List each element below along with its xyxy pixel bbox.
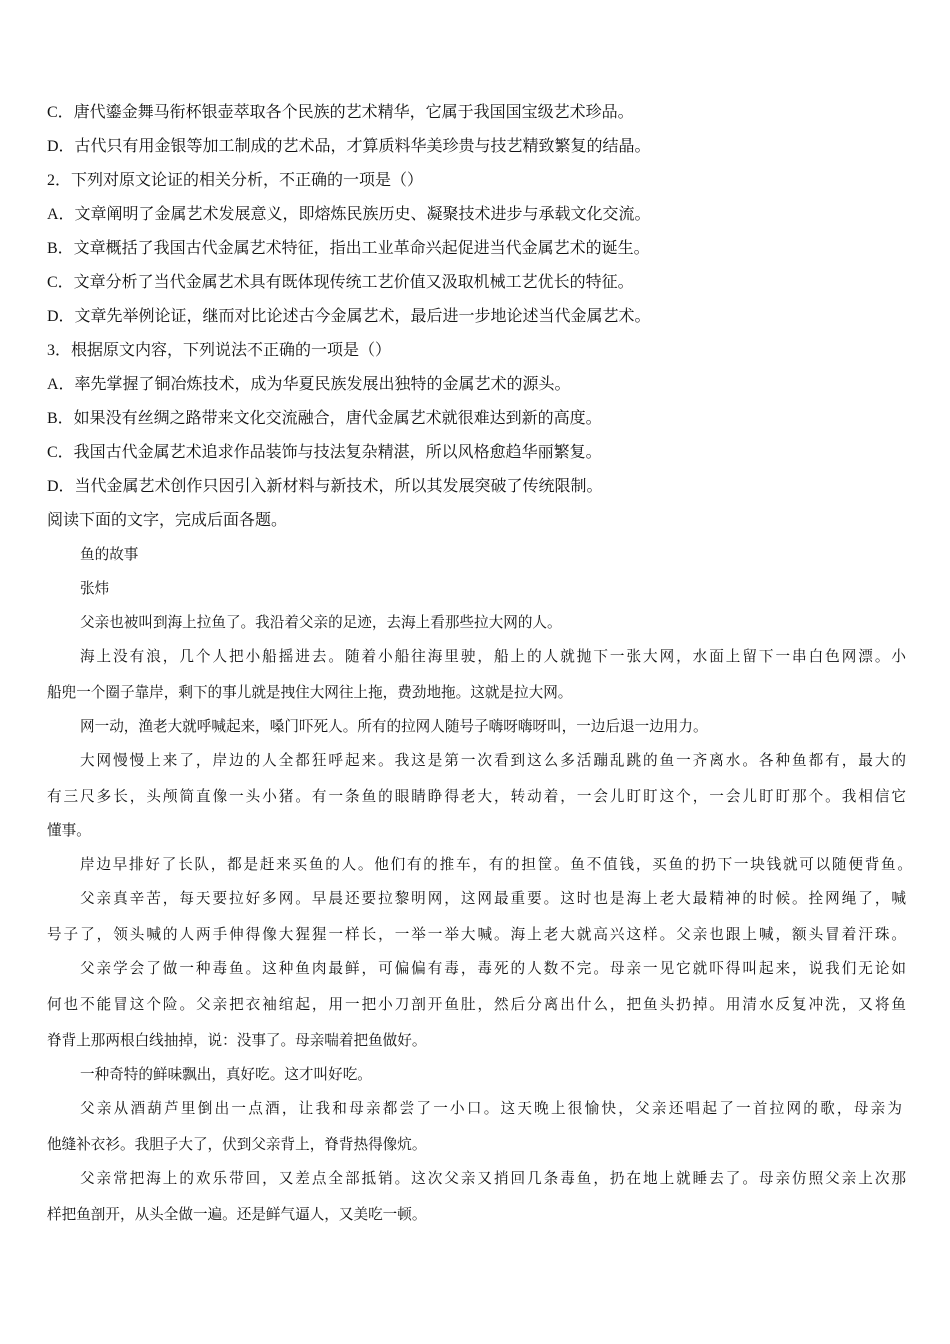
q3-option-c: C．我国古代金属艺术追求作品装饰与技法复杂精湛，所以风格愈趋华丽繁复。 bbox=[47, 444, 602, 461]
q2-option-c: C．文章分析了当代金属艺术具有既体现传统工艺价值又汲取机械工艺优长的特征。 bbox=[47, 274, 634, 291]
q2-stem: 2．下列对原文论证的相关分析，不正确的一项是（） bbox=[47, 172, 424, 189]
story-line: 号子了，领头喊的人两手伸得像大猩猩一样长，一举一举大喊。海上老大就高兴这样。父亲也跟上喊，额头冒着汗珠。 bbox=[47, 926, 906, 943]
q2-option-b: B．文章概括了我国古代金属艺术特征，指出工业革命兴起促进当代金属艺术的诞生。 bbox=[47, 240, 650, 257]
story-line: 父亲也被叫到海上拉鱼了。我沿着父亲的足迹，去海上看那些拉大网的人。 bbox=[80, 614, 562, 631]
q3-option-d: D．当代金属艺术创作只因引入新材料与新技术，所以其发展突破了传统限制。 bbox=[47, 478, 603, 495]
story-line: 父亲学会了做一种毒鱼。这种鱼肉最鲜，可偏偏有毒，毒死的人数不完。母亲一见它就吓得叫起来，说我们无论如 bbox=[80, 960, 906, 977]
story-line: 样把鱼剖开，从头全做一遍。还是鲜气逼人，又美吃一顿。 bbox=[47, 1206, 427, 1223]
story-title: 鱼的故事 bbox=[80, 546, 139, 563]
story-line: 岸边早排好了长队，都是赶来买鱼的人。他们有的推车，有的担筐。鱼不值钱，买鱼的扔下一块钱就可以随便背鱼。 bbox=[80, 856, 912, 873]
q2-option-d: D．文章先举例论证，继而对比论述古今金属艺术，最后进一步地论述当代金属艺术。 bbox=[47, 308, 651, 325]
story-line: 有三尺多长，头颅简直像一头小猪。有一条鱼的眼睛睁得老大，转动着，一会儿盯盯这个，一会儿盯盯那个。我相信它 bbox=[47, 788, 906, 805]
q3-stem: 3．根据原文内容，下列说法不正确的一项是（） bbox=[47, 342, 392, 359]
reading-instruction: 阅读下面的文字，完成后面各题。 bbox=[47, 512, 288, 529]
story-line: 脊背上那两根白线抽掉，说：没事了。母亲喘着把鱼做好。 bbox=[47, 1032, 427, 1049]
story-line: 海上没有浪，几个人把小船摇进去。随着小船往海里驶，船上的人就抛下一张大网，水面上留下一串白色网漂。小 bbox=[80, 648, 906, 665]
story-line: 父亲常把海上的欢乐带回，又差点全部抵销。这次父亲又捎回几条毒鱼，扔在地上就睡去了。母亲仿照父亲上次那 bbox=[80, 1170, 906, 1187]
story-line: 懂事。 bbox=[47, 822, 91, 839]
story-line: 何也不能冒这个险。父亲把衣袖绾起，用一把小刀剖开鱼肚，然后分离出什么，把鱼头扔掉。用清水反复冲洗，又将鱼 bbox=[47, 996, 906, 1013]
story-line: 父亲真辛苦，每天要拉好多网。早晨还要拉黎明网，这网最重要。这时也是海上老大最精神的时候。拴网绳了，喊 bbox=[80, 890, 906, 907]
story-line: 一种奇特的鲜味飘出，真好吃。这才叫好吃。 bbox=[80, 1066, 372, 1083]
q3-option-a: A．率先掌握了铜冶炼技术，成为华夏民族发展出独特的金属艺术的源头。 bbox=[47, 376, 571, 393]
q1-option-c: C．唐代鎏金舞马衔杯银壶萃取各个民族的艺术精华，它属于我国国宝级艺术珍品。 bbox=[47, 104, 634, 121]
q1-option-d: D．古代只有用金银等加工制成的艺术品，才算质料华美珍贵与技艺精致繁复的结晶。 bbox=[47, 138, 651, 155]
story-line: 父亲从酒葫芦里倒出一点酒，让我和母亲都尝了一小口。这天晚上很愉快，父亲还唱起了一首拉网的歌，母亲为 bbox=[80, 1100, 902, 1117]
story-author: 张炜 bbox=[80, 580, 110, 597]
story-line: 他缝补衣衫。我胆子大了，伏到父亲背上，脊背热得像炕。 bbox=[47, 1136, 427, 1153]
q2-option-a: A．文章阐明了金属艺术发展意义，即熔炼民族历史、凝聚技术进步与承载文化交流。 bbox=[47, 206, 651, 223]
story-line: 大网慢慢上来了，岸边的人全都狂呼起来。我这是第一次看到这么多活蹦乱跳的鱼一齐离水。各种鱼都有，最大的 bbox=[80, 752, 906, 769]
story-line: 网一动，渔老大就呼喊起来，嗓门吓死人。所有的拉网人随号子嗨呀嗨呀叫，一边后退一边用力。 bbox=[80, 718, 708, 735]
story-line: 船兜一个圈子靠岸，剩下的事儿就是拽住大网往上拖，费劲地拖。这就是拉大网。 bbox=[47, 684, 573, 701]
q3-option-b: B．如果没有丝绸之路带来文化交流融合，唐代金属艺术就很难达到新的高度。 bbox=[47, 410, 602, 427]
